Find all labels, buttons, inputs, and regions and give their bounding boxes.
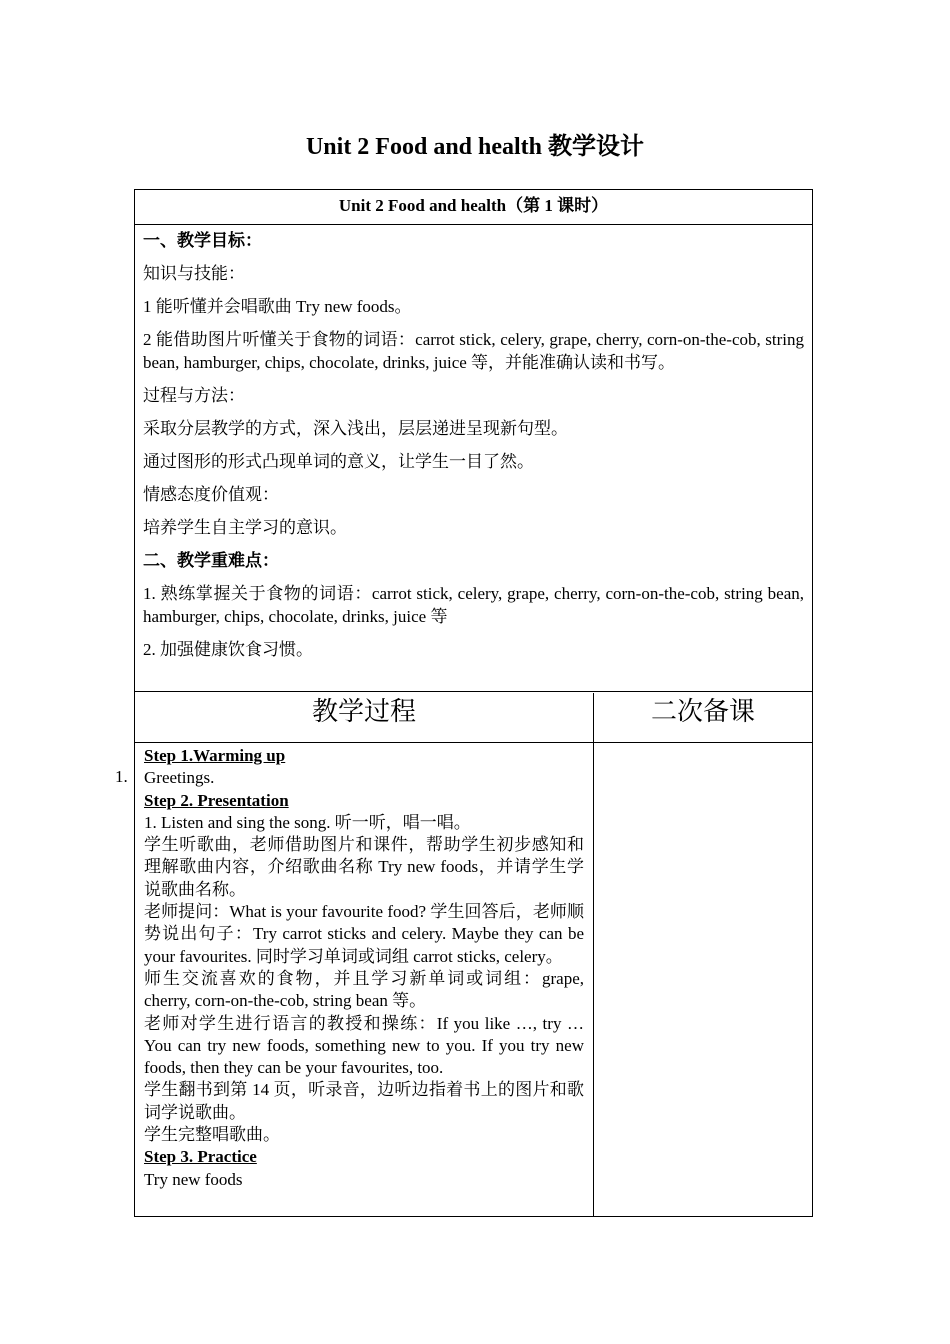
document-title: Unit 2 Food and health 教学设计 <box>305 134 645 160</box>
emotion-item-1: 培养学生自主学习的意识。 <box>143 518 347 537</box>
knowledge-item-1: 1 能听懂并会唱歌曲 Try new foods。 <box>143 297 412 316</box>
process-method-item-1: 采取分层教学的方式，深入浅出，层层递进呈现新句型。 <box>143 419 568 438</box>
lesson-table <box>134 189 813 1217</box>
process-line: 老师提问：What is your favourite food? 学生回答后，老师顺势说出句子：Try carrot sticks and celery. Maybe they can be your favourites. 同时学习单词或词组 carrot sticks, celery。 <box>144 902 584 966</box>
backup-cell <box>594 743 812 1216</box>
emotion-label: 情感态度价值观： <box>143 485 279 504</box>
process-method-label: 过程与方法： <box>143 386 245 405</box>
process-line: 师生交流喜欢的食物，并且学习新单词或词组：grape, cherry, corn-on-the-cob, string bean 等。 <box>144 968 584 1011</box>
process-line: Greetings. <box>144 768 215 788</box>
key-point-2: 2. 加强健康饮食习惯。 <box>143 640 313 659</box>
knowledge-label: 知识与技能： <box>143 264 245 283</box>
process-method-item-2: 通过图形的形式凸现单词的意义，让学生一目了然。 <box>143 452 534 471</box>
row-number: 1. <box>115 767 128 786</box>
step-2-heading: Step 2. Presentation <box>144 790 289 810</box>
process-line: Try new foods <box>144 1169 243 1189</box>
step-3-heading: Step 3. Practice <box>144 1147 257 1167</box>
process-line: 老师对学生进行语言的教授和操练：If you like …, try … You can try new foods, something new to you. If you try new foods, then they can be your favourites, too. <box>144 1013 584 1078</box>
backup-column-header: 二次备课 <box>594 693 812 743</box>
key-points-heading: 二、教学重难点： <box>143 551 279 570</box>
process-line: 学生翻书到第 14 页，听录音，边听边指着书上的图片和歌词学说歌曲。 <box>144 1080 584 1122</box>
objectives-heading: 一、教学目标： <box>143 231 262 250</box>
process-line: 学生听歌曲，老师借助图片和课件，帮助学生初步感知和理解歌曲内容，介绍歌曲名称 Try new foods，并请学生学说歌曲名称。 <box>144 835 584 899</box>
process-line: 学生完整唱歌曲。 <box>144 1125 280 1145</box>
step-1-heading: Step 1.Warming up <box>144 746 286 765</box>
objectives-cell <box>135 225 812 692</box>
process-column-header: 教学过程 <box>135 693 594 743</box>
process-line: 1. Listen and sing the song. 听一听，唱一唱。 <box>144 812 471 832</box>
key-point-1: 1. 熟练掌握关于食物的词语：carrot stick, celery, grape, cherry, corn-on-the-cob, string bean, hamburger, chips, chocolate, drinks, juice 等 <box>143 584 804 626</box>
lesson-header: Unit 2 Food and health（第 1 课时） <box>135 190 812 225</box>
knowledge-item-2: 2 能借助图片听懂关于食物的词语：carrot stick, celery, grape, cherry, corn-on-the-cob, string bean, hamburger, chips, chocolate, drinks, juice 等，并能准确认读和书写。 <box>143 330 804 372</box>
process-cell <box>135 743 594 1216</box>
